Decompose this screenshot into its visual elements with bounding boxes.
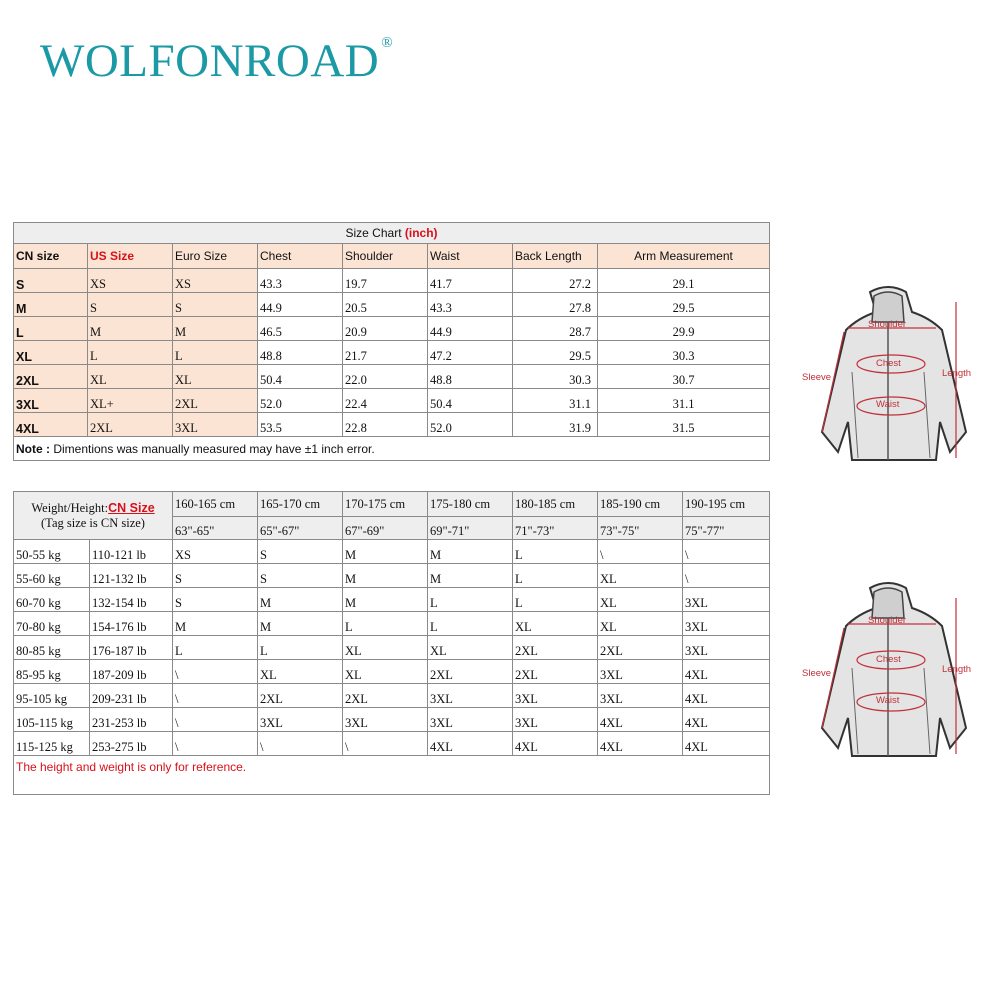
size-chart-cell: 43.3 <box>258 269 343 293</box>
size-cell: S <box>258 564 343 588</box>
height-cm-header: 190-195 cm <box>683 492 770 517</box>
size-cell: 3XL <box>513 708 598 732</box>
size-chart-title-row <box>14 223 770 244</box>
size-cell: \ <box>173 660 258 684</box>
height-in-header: 63"-65" <box>173 517 258 540</box>
size-cell: XL <box>598 612 683 636</box>
size-chart-cell: 3XL <box>14 389 88 413</box>
size-chart-row <box>14 317 770 341</box>
size-chart-cell: 19.7 <box>343 269 428 293</box>
size-chart-cell: S <box>14 269 88 293</box>
size-chart-row <box>14 389 770 413</box>
size-chart-cell: XL+ <box>88 389 173 413</box>
size-cell: L <box>258 636 343 660</box>
wh-row <box>14 588 770 612</box>
weight-kg-cell: 60-70 kg <box>14 588 90 612</box>
wh-row <box>14 540 770 564</box>
size-cell: \ <box>173 684 258 708</box>
size-cell: 4XL <box>428 732 513 756</box>
size-cell: 4XL <box>598 708 683 732</box>
label-length: Length <box>942 664 972 675</box>
size-cell: 2XL <box>428 660 513 684</box>
weight-kg-cell: 70-80 kg <box>14 612 90 636</box>
label-waist: Waist <box>876 399 900 410</box>
size-chart-cell: M <box>88 317 173 341</box>
size-cell: 4XL <box>513 732 598 756</box>
size-cell: 3XL <box>683 588 770 612</box>
height-in-header: 65"-67" <box>258 517 343 540</box>
size-chart-cell: L <box>173 341 258 365</box>
weight-lb-cell: 209-231 lb <box>90 684 173 708</box>
size-cell: \ <box>258 732 343 756</box>
note-text: Dimentions was manually measured may have ±1 inch error. <box>50 441 375 456</box>
height-in-header: 69"-71" <box>428 517 513 540</box>
size-cell: M <box>428 564 513 588</box>
size-chart-cell: 50.4 <box>428 389 513 413</box>
weight-kg-cell: 95-105 kg <box>14 684 90 708</box>
label-sleeve: Sleeve <box>802 668 832 679</box>
size-cell: M <box>343 564 428 588</box>
size-chart-cell: 52.0 <box>258 389 343 413</box>
size-chart-cell: 41.7 <box>428 269 513 293</box>
size-chart-cell: L <box>14 317 88 341</box>
size-chart-cell: 2XL <box>14 365 88 389</box>
label-shoulder: Shoulder <box>868 615 907 626</box>
size-cell: M <box>258 588 343 612</box>
wh-reference-row <box>14 756 770 795</box>
size-cell: 2XL <box>513 660 598 684</box>
height-cm-header: 180-185 cm <box>513 492 598 517</box>
note-label: Note : <box>16 441 50 456</box>
size-chart-row <box>14 293 770 317</box>
size-chart-cell: 22.8 <box>343 413 428 437</box>
size-cell: 3XL <box>683 636 770 660</box>
size-cell: \ <box>683 540 770 564</box>
size-cell: XS <box>173 540 258 564</box>
size-cell: 3XL <box>598 684 683 708</box>
size-cell: M <box>258 612 343 636</box>
size-chart-cell: 46.5 <box>258 317 343 341</box>
size-cell: 3XL <box>428 708 513 732</box>
height-cm-header: 170-175 cm <box>343 492 428 517</box>
weight-lb-cell: 253-275 lb <box>90 732 173 756</box>
weight-lb-cell: 110-121 lb <box>90 540 173 564</box>
size-cell: 3XL <box>598 660 683 684</box>
size-chart-cell: S <box>88 293 173 317</box>
size-chart-cell: 2XL <box>173 389 258 413</box>
size-chart-row <box>14 341 770 365</box>
weight-lb-cell: 187-209 lb <box>90 660 173 684</box>
height-cm-header: 160-165 cm <box>173 492 258 517</box>
size-chart-cell: 43.3 <box>428 293 513 317</box>
height-in-header: 73"-75" <box>598 517 683 540</box>
size-cell: \ <box>598 540 683 564</box>
weight-kg-cell: 80-85 kg <box>14 636 90 660</box>
size-cell: M <box>173 612 258 636</box>
wh-row <box>14 684 770 708</box>
size-chart-cell: 20.5 <box>343 293 428 317</box>
wh-header-row-cm <box>14 492 770 517</box>
label-sleeve: Sleeve <box>802 372 832 383</box>
size-chart-unit: (inch) <box>404 226 438 240</box>
wh-row <box>14 732 770 756</box>
size-chart-cell: 22.4 <box>343 389 428 413</box>
size-chart-cell: XL <box>14 341 88 365</box>
size-cell: 4XL <box>683 660 770 684</box>
wh-body <box>14 540 770 756</box>
size-cell: M <box>343 588 428 612</box>
size-chart-table <box>13 222 770 461</box>
size-chart-cell: 31.1 <box>598 389 770 413</box>
size-chart-cell: 31.1 <box>513 389 598 413</box>
weight-kg-cell: 55-60 kg <box>14 564 90 588</box>
size-cell: 3XL <box>343 708 428 732</box>
size-chart-header-row <box>14 244 770 269</box>
size-chart-note <box>14 437 770 461</box>
size-cell: L <box>428 588 513 612</box>
size-cell: XL <box>428 636 513 660</box>
wh-row <box>14 636 770 660</box>
size-chart-cell: 53.5 <box>258 413 343 437</box>
size-chart-cell: 48.8 <box>428 365 513 389</box>
size-chart-cell: 3XL <box>173 413 258 437</box>
brand-logo <box>40 35 394 87</box>
size-cell: L <box>428 612 513 636</box>
size-chart-body <box>14 269 770 437</box>
size-chart-row <box>14 269 770 293</box>
size-cell: 4XL <box>598 732 683 756</box>
size-cell: \ <box>343 732 428 756</box>
size-chart-cell: 29.9 <box>598 317 770 341</box>
size-cell: XL <box>598 564 683 588</box>
col-header-chest: Chest <box>258 244 343 269</box>
col-header-cn-size: CN size <box>14 244 88 269</box>
size-chart-cell: 30.7 <box>598 365 770 389</box>
size-chart-cell: 20.9 <box>343 317 428 341</box>
label-chest: Chest <box>876 654 901 665</box>
size-chart-row <box>14 413 770 437</box>
wh-reference-note: The height and weight is only for reference. <box>14 756 770 795</box>
size-chart-cell: 4XL <box>14 413 88 437</box>
weight-height-table <box>13 491 770 795</box>
size-cell: 2XL <box>343 684 428 708</box>
height-in-header: 75"-77" <box>683 517 770 540</box>
size-cell: 3XL <box>683 612 770 636</box>
height-cm-header: 165-170 cm <box>258 492 343 517</box>
col-header-shoulder: Shoulder <box>343 244 428 269</box>
size-cell: L <box>513 588 598 612</box>
size-chart-cell: XS <box>88 269 173 293</box>
size-chart-cell: M <box>14 293 88 317</box>
size-chart-cell: 31.5 <box>598 413 770 437</box>
height-in-header: 71"-73" <box>513 517 598 540</box>
size-chart-note-row <box>14 437 770 461</box>
size-chart-cell: 30.3 <box>513 365 598 389</box>
wh-corner-header <box>14 492 173 540</box>
size-cell: L <box>513 564 598 588</box>
col-header-euro-size: Euro Size <box>173 244 258 269</box>
size-cell: 2XL <box>513 636 598 660</box>
wh-row <box>14 660 770 684</box>
weight-lb-cell: 132-154 lb <box>90 588 173 612</box>
weight-lb-cell: 231-253 lb <box>90 708 173 732</box>
size-chart-cell: 52.0 <box>428 413 513 437</box>
jacket-diagram <box>800 282 990 472</box>
size-cell: S <box>173 564 258 588</box>
label-length: Length <box>942 368 972 379</box>
size-cell: XL <box>343 660 428 684</box>
size-chart-cell: 2XL <box>88 413 173 437</box>
weight-kg-cell: 50-55 kg <box>14 540 90 564</box>
wh-row <box>14 708 770 732</box>
weight-kg-cell: 105-115 kg <box>14 708 90 732</box>
size-cell: 3XL <box>258 708 343 732</box>
size-chart-cell: 50.4 <box>258 365 343 389</box>
weight-kg-cell: 115-125 kg <box>14 732 90 756</box>
size-chart-cell: 22.0 <box>343 365 428 389</box>
label-chest: Chest <box>876 358 901 369</box>
size-cell: 3XL <box>513 684 598 708</box>
size-cell: 4XL <box>683 732 770 756</box>
size-chart-cell: 29.5 <box>598 293 770 317</box>
height-cm-header: 175-180 cm <box>428 492 513 517</box>
weight-lb-cell: 176-187 lb <box>90 636 173 660</box>
wh-header-label: Weight/Height: <box>31 500 109 515</box>
size-cell: L <box>343 612 428 636</box>
size-cell: L <box>173 636 258 660</box>
size-chart-cell: 29.5 <box>513 341 598 365</box>
size-cell: XL <box>513 612 598 636</box>
size-cell: 2XL <box>598 636 683 660</box>
size-chart-cell: S <box>173 293 258 317</box>
jacket-diagram <box>800 578 990 768</box>
size-cell: 3XL <box>428 684 513 708</box>
col-header-us-size: US Size <box>88 244 173 269</box>
size-chart-cell: 48.8 <box>258 341 343 365</box>
col-header-waist: Waist <box>428 244 513 269</box>
size-cell: XL <box>343 636 428 660</box>
weight-lb-cell: 121-132 lb <box>90 564 173 588</box>
wh-row <box>14 612 770 636</box>
size-chart-title-text: Size Chart <box>345 226 405 240</box>
wh-row <box>14 564 770 588</box>
wh-header-sub: (Tag size is CN size) <box>41 515 145 530</box>
size-chart-cell: 31.9 <box>513 413 598 437</box>
size-chart-cell: 27.2 <box>513 269 598 293</box>
size-cell: XL <box>598 588 683 612</box>
size-chart-cell: 30.3 <box>598 341 770 365</box>
size-chart-cell: XL <box>173 365 258 389</box>
size-chart-cell: 28.7 <box>513 317 598 341</box>
size-cell: S <box>258 540 343 564</box>
size-cell: S <box>173 588 258 612</box>
size-cell: \ <box>173 708 258 732</box>
label-waist: Waist <box>876 695 900 706</box>
size-chart-cell: XS <box>173 269 258 293</box>
registered-mark: ® <box>381 35 394 51</box>
size-chart-cell: 21.7 <box>343 341 428 365</box>
weight-kg-cell: 85-95 kg <box>14 660 90 684</box>
col-header-back-length: Back Length <box>513 244 598 269</box>
size-chart-cell: 44.9 <box>428 317 513 341</box>
size-chart-cell: XL <box>88 365 173 389</box>
height-cm-header: 185-190 cm <box>598 492 683 517</box>
size-chart-cell: 27.8 <box>513 293 598 317</box>
size-cell: M <box>343 540 428 564</box>
size-chart-cell: M <box>173 317 258 341</box>
weight-lb-cell: 154-176 lb <box>90 612 173 636</box>
size-cell: L <box>513 540 598 564</box>
wh-header-cn: CN Size <box>108 500 155 515</box>
size-cell: \ <box>683 564 770 588</box>
size-chart-cell: 44.9 <box>258 293 343 317</box>
size-cell: \ <box>173 732 258 756</box>
size-cell: 4XL <box>683 684 770 708</box>
label-shoulder: Shoulder <box>868 319 907 330</box>
size-chart-cell: 47.2 <box>428 341 513 365</box>
size-chart-title <box>14 223 770 244</box>
size-cell: 4XL <box>683 708 770 732</box>
size-chart-cell: 29.1 <box>598 269 770 293</box>
size-chart-row <box>14 365 770 389</box>
brand-logo-text: WOLFONROAD <box>40 35 380 87</box>
size-chart-cell: L <box>88 341 173 365</box>
col-header-arm-measurement: Arm Measurement <box>598 244 770 269</box>
size-cell: M <box>428 540 513 564</box>
height-in-header: 67"-69" <box>343 517 428 540</box>
size-cell: XL <box>258 660 343 684</box>
size-cell: 2XL <box>258 684 343 708</box>
